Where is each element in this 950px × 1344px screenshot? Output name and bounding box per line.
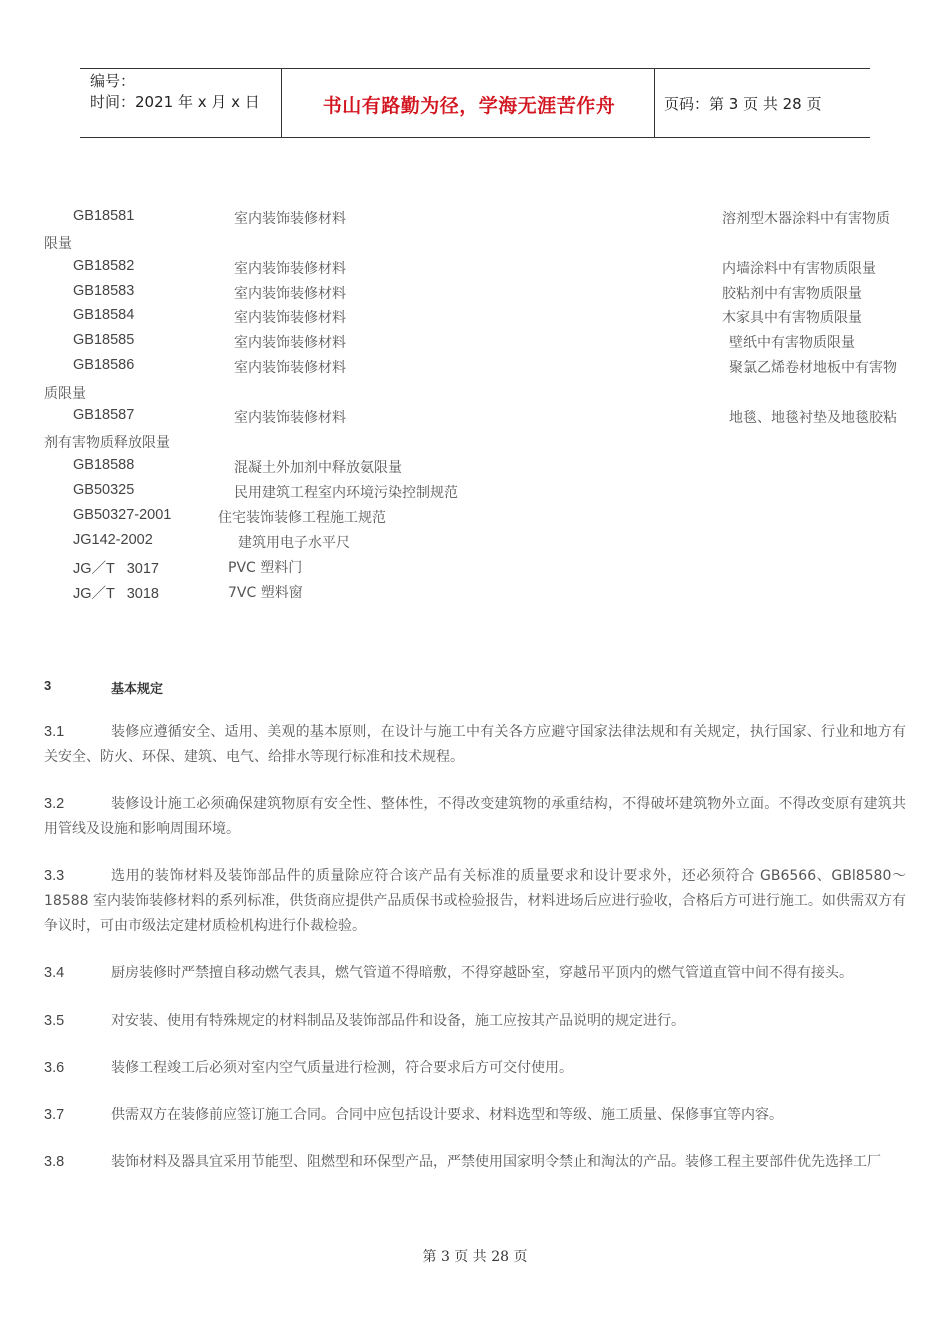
standard-description-continued: 剂有害物质释放限量 [44, 435, 170, 451]
clause-number: 3.7 [44, 1107, 65, 1123]
clause-number: 3.6 [44, 1060, 65, 1076]
standard-code: JG／T 3017 [73, 561, 159, 577]
standard-category: 住宅装饰装修工程施工规范 [218, 510, 386, 526]
standard-description-continued: 质限量 [44, 386, 86, 402]
standard-description: 内墙涂料中有害物质限量 [722, 261, 876, 277]
clause-text: 对安装、使用有特殊规定的材料制品及装饰部品件和设备，施工应按其产品说明的规定进行。 [111, 1013, 685, 1029]
standard-description: 聚氯乙烯卷材地板中有害物 [729, 360, 897, 376]
standard-code: GB18582 [73, 258, 135, 274]
standard-category: 7VC 塑料窗 [228, 585, 303, 601]
standard-category: 室内装饰装修材料 [234, 360, 346, 376]
header-time: 时间：2021 年 x 月 x 日 [90, 93, 260, 111]
header-meta [90, 71, 260, 113]
clause-number: 3.5 [44, 1013, 65, 1029]
clause-number: 3.8 [44, 1154, 65, 1170]
clause-text: 装饰材料及器具宜采用节能型、阻燃型和环保型产品，严禁使用国家明令禁止和淘汰的产品。装修工程主要部件优先选择工厂 [111, 1154, 881, 1170]
standard-code: GB18583 [73, 283, 135, 299]
standard-category: 混凝土外加剂中释放氨限量 [234, 460, 402, 476]
standard-description: 溶剂型木器涂料中有害物质 [722, 211, 890, 227]
standard-description: 壁纸中有害物质限量 [729, 335, 855, 351]
standard-code: GB50325 [73, 482, 135, 498]
clause-number: 3.1 [44, 724, 65, 740]
clause-text: 装修应遵循安全、适用、美观的基本原则，在设计与施工中有关各方应避守国家法律法规和有关规定，执行国家、行业和地方有关安全、防火、环保、建筑、电气、给排水等现行标准和技术规程。 [44, 724, 906, 765]
clause-text: 装修工程竣工后必须对室内空气质量进行检测，符合要求后方可交付使用。 [111, 1060, 573, 1076]
page-header [80, 68, 870, 138]
clause-text: 厨房装修时严禁擅自移动燃气表具，燃气管道不得暗敷，不得穿越卧室，穿越吊平顶内的燃气管道直管中间不得有接头。 [111, 965, 853, 981]
standard-code: GB18586 [73, 357, 135, 373]
standard-code: JG／T 3018 [73, 586, 159, 602]
standard-code: GB18581 [73, 208, 135, 224]
standard-description: 胶粘剂中有害物质限量 [722, 286, 862, 302]
standard-category: PVC 塑料门 [228, 560, 303, 576]
section-number: 3 [44, 678, 52, 693]
standard-category: 室内装饰装修材料 [234, 410, 346, 426]
standard-description: 木家具中有害物质限量 [722, 310, 862, 326]
standard-code: JG142-2002 [73, 532, 153, 548]
header-page-info: 页码：第 3 页 共 28 页 [664, 95, 822, 113]
standard-category: 室内装饰装修材料 [234, 261, 346, 277]
clause-text: 供需双方在装修前应签订施工合同。合同中应包括设计要求、材料选型和等级、施工质量、保修事宜等内容。 [111, 1107, 783, 1123]
standard-category: 建筑用电子水平尺 [238, 535, 350, 551]
clause-number: 3.3 [44, 868, 65, 884]
standard-code: GB18584 [73, 307, 135, 323]
standard-code: GB18587 [73, 407, 135, 423]
standard-category: 室内装饰装修材料 [234, 286, 346, 302]
clause-number: 3.2 [44, 796, 65, 812]
clause-number: 3.4 [44, 965, 65, 981]
standard-category: 民用建筑工程室内环境污染控制规范 [234, 485, 458, 501]
header-number-label: 编号： [90, 72, 136, 90]
standard-code: GB50327-2001 [73, 507, 172, 523]
standard-category: 室内装饰装修材料 [234, 335, 346, 351]
clause-text: 选用的装饰材料及装饰部品件的质量除应符合该产品有关标准的质量要求和设计要求外，还必须符合 GB6566、GBl8580～18588 室内装饰装修材料的系列标准，供货商应提供产品质保书或检验报告，材料进场后应进行验收，合格后方可进行施工。如供需双方有争议时，可由市级法定建材质检机构进行仆裁检验。 [44, 868, 906, 934]
page-footer: 第 3 页 共 28 页 [422, 1249, 528, 1265]
standard-description: 地毯、地毯衬垫及地毯胶粘 [729, 410, 897, 426]
section-title: 基本规定 [111, 682, 164, 697]
header-motto: 书山有路勤为径，学海无涯苦作舟 [322, 95, 616, 117]
standard-category: 室内装饰装修材料 [234, 310, 346, 326]
standard-category: 室内装饰装修材料 [234, 211, 346, 227]
standard-code: GB18585 [73, 332, 135, 348]
standard-description-continued: 限量 [44, 236, 72, 252]
standard-code: GB18588 [73, 457, 135, 473]
clause-text: 装修设计施工必须确保建筑物原有安全性、整体性，不得改变建筑物的承重结构，不得破坏建筑物外立面。不得改变原有建筑共用管线及设施和影响周围环境。 [44, 796, 906, 837]
